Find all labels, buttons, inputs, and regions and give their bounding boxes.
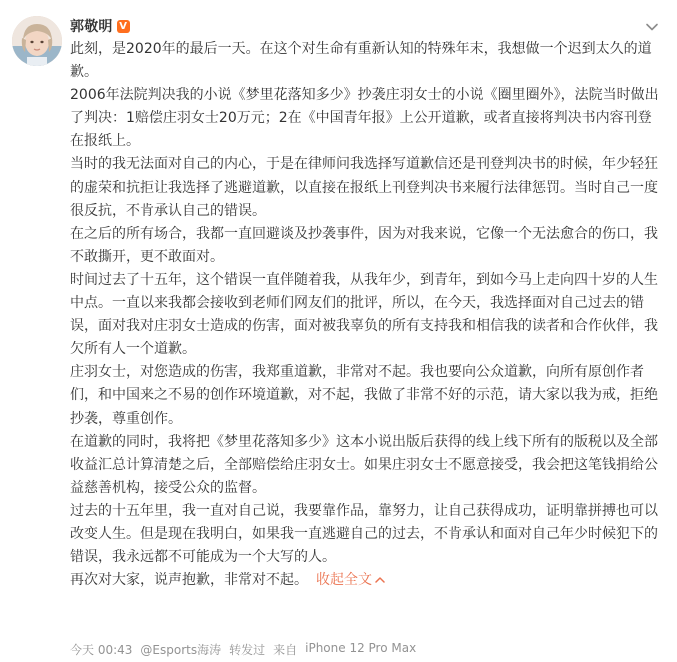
paragraph-7: 在道歉的同时，我将把《梦里花落知多少》这本小说出版后获得的线上线下所有的版税以及全部收益汇总计算清楚之后，全部赔偿给庄羽女士。如果庄羽女士不愿意接受，我会把这笔钱捐给公益慈善机构，接受公众的监督。 — [70, 433, 658, 496]
post-meta — [70, 641, 416, 658]
avatar[interactable] — [12, 16, 62, 66]
more-options-button[interactable] — [641, 16, 663, 38]
collapse-button[interactable] — [316, 572, 386, 588]
post-time[interactable]: 今天 00:43 — [70, 643, 133, 657]
username[interactable]: 郭敬明 — [70, 19, 113, 35]
paragraph-9 — [70, 569, 662, 592]
username-row — [70, 14, 130, 38]
paragraph-6: 庄羽女士，对您造成的伤害，我郑重道歉，非常对不起。我也要向公众道歉，向所有原创作者们，和中国来之不易的创作环境道歉，对不起，我做了非常不好的示范，请大家以我为戒，拒绝抄袭，尊重创作。 — [70, 364, 658, 427]
chevron-down-icon — [645, 20, 659, 34]
collapse-label: 收起全文 — [316, 572, 372, 589]
reposter-link[interactable]: @Esports海涛 — [140, 643, 222, 657]
paragraph-2: 2006年法院判决我的小说《梦里花落知多少》抄袭庄羽女士的小说《圈里圈外》，法院当时做出了判决：1赔偿庄羽女士20万元；2在《中国青年报》上公开道歉，或者直接将判决书内容刊登在报纸上。 — [70, 87, 659, 150]
paragraph-8: 过去的十五年里，我一直对自己说，我要靠作品，靠努力，让自己获得成功，证明靠拼搏也可以改变人生。但是现在我明白，如果我一直逃避自己的过去，不肯承认和面对自己年少时候犯下的错误，我永远都不可能成为一个大写的人。 — [70, 502, 658, 566]
source-prefix: 来自 — [273, 643, 298, 657]
post-content — [70, 38, 662, 592]
avatar-image — [12, 16, 62, 66]
paragraph-4: 在之后的所有场合，我都一直回避谈及抄袭事件，因为对我来说，它像一个无法愈合的伤口，我不敢撕开，更不敢面对。 — [70, 225, 658, 265]
paragraph-5: 时间过去了十五年，这个错误一直伴随着我，从我年少，到青年，到如今马上走向四十岁的人生中点。一直以来我都会接收到老师们网友们的批评，所以，在今天，我选择面对自己过去的错误，面对我对庄羽女士造成的伤害，面对被我辜负的所有支持我和相信我的读者和合作伙伴，我欠所有人一个道歉。 — [70, 271, 658, 358]
verified-badge-icon: V — [117, 20, 130, 33]
chevron-up-icon — [374, 574, 386, 586]
source-device[interactable]: iPhone 12 Pro Max — [305, 641, 417, 655]
paragraph-9-text: 再次对大家，说声抱歉，非常对不起。 — [70, 572, 308, 589]
repost-label: 转发过 — [229, 643, 266, 657]
paragraph-1: 此刻，是2020年的最后一天。在这个对生命有重新认知的特殊年末，我想做一个迟到太久的道歉。 — [70, 41, 652, 81]
paragraph-3: 当时的我无法面对自己的内心，于是在律师问我选择写道歉信还是刊登判决书的时候，年少轻狂的虚荣和抗拒让我选择了逃避道歉，以直接在报纸上刊登判决书来履行法律惩罚。当时自己一度很反抗，不肯承认自己的错误。 — [70, 156, 658, 219]
